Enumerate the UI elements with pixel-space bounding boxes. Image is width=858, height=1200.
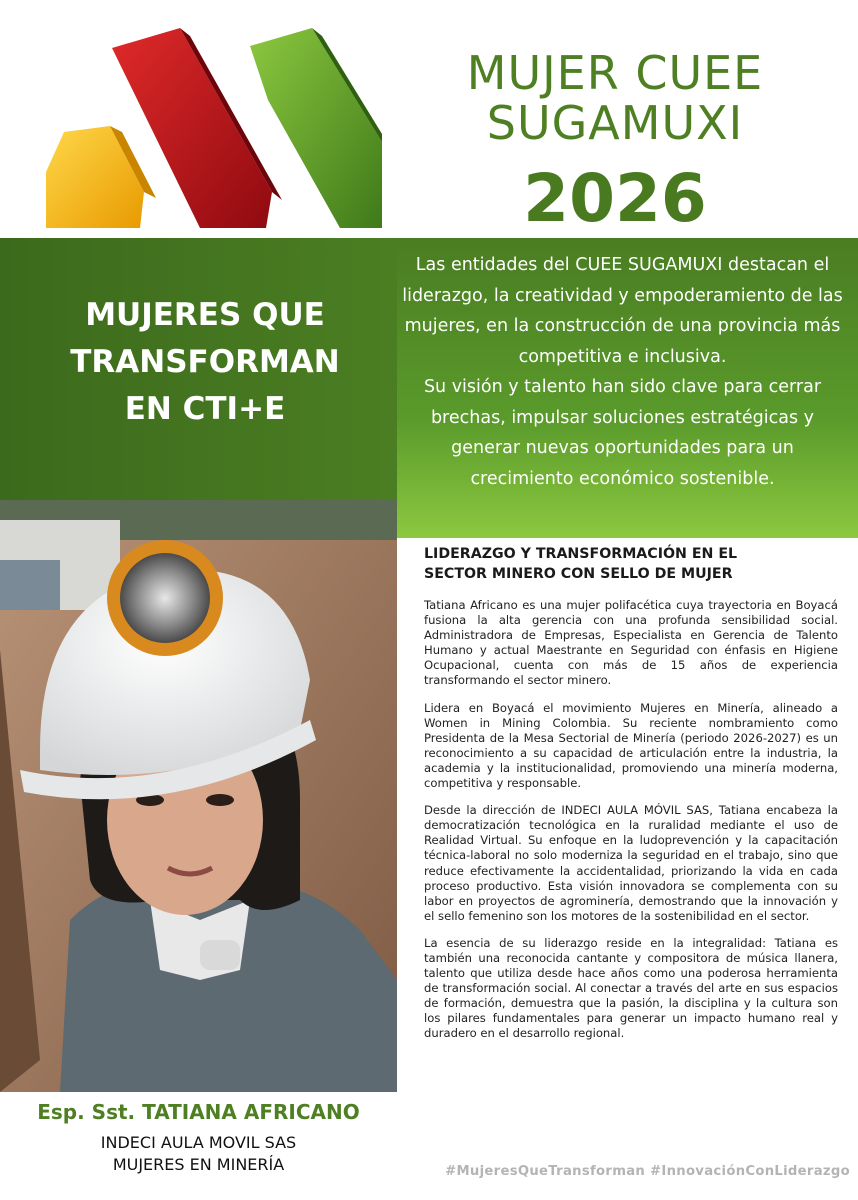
person-card <box>0 1098 397 1176</box>
band-heading <box>20 292 390 433</box>
title-line-1: MUJER CUEE <box>466 46 764 100</box>
person-org-line-1: INDECI AULA MOVIL SAS <box>100 1133 297 1152</box>
title-line-2: SUGAMUXI <box>486 96 744 150</box>
band-intro-paragraph-1: Las entidades del CUEE SUGAMUXI destacan el liderazgo, la creatividad y empoderamiento de las mujeres, en la construcción de una provincia más competitiva e inclusiva. <box>402 255 843 367</box>
band-heading-line-3: EN CTI+E <box>124 391 286 427</box>
article <box>424 544 838 1054</box>
title-year: 2026 <box>523 160 707 237</box>
article-paragraph: Lidera en Boyacá el movimiento Mujeres en Minería, alineado a Women in Mining Colombia. Su reciente nombramiento como Presidenta de la Mesa Sectorial de Minería (periodo 2026-2027) es un reconocimiento a su capacidad de articulación entre la industria, la academia y la institucionalidad, promoviendo una minería moderna, competitiva y responsable. <box>424 700 838 791</box>
cuee-logo <box>40 22 390 232</box>
portrait-photo <box>0 500 397 1092</box>
miner-portrait-photo-icon <box>0 500 397 1092</box>
article-heading <box>424 544 838 584</box>
hashtags: #MujeresQueTransforman #InnovaciónConLiderazgo <box>445 1164 850 1179</box>
person-org-line-2: MUJERES EN MINERÍA <box>112 1155 285 1174</box>
person-org <box>0 1132 397 1176</box>
article-paragraph: Tatiana Africano es una mujer polifacética cuya trayectoria en Boyacá fusiona la alta gerencia con una profunda sensibilidad social. Administradora de Empresas, Especialista en Gerencia de Talento Humano y actual Maestrante en Seguridad con énfasis en Higiene Ocupacional, cuenta con más de 15 años de experiencia transformando el sector minero. <box>424 598 838 688</box>
cuee-logo-icon <box>40 22 390 232</box>
article-paragraph: La esencia de su liderazgo reside en la integralidad: Tatiana es también una reconocida cantante y compositora de música llanera, talento que utiliza desde hace años como una poderosa herramienta de transformación social. Al conectar a través del arte en sus espacios de formación, demuestra que la pasión, la disciplina y la cultura son los pilares fundamentales para generar un impacto humano real y duradero en el desarrollo regional. <box>424 935 838 1041</box>
article-heading-line-2: SECTOR MINERO CON SELLO DE MUJER <box>424 566 733 582</box>
band-intro <box>400 250 845 494</box>
article-heading-line-1: LIDERAZGO Y TRANSFORMACIÓN EN EL <box>424 546 738 562</box>
band-heading-line-1: MUJERES QUE <box>85 297 325 333</box>
title-block <box>420 46 810 237</box>
band-intro-paragraph-2: Su visión y talento han sido clave para cerrar brechas, impulsar soluciones estratégicas y generar nuevas oportunidades para un crecimiento económico sostenible. <box>423 377 822 489</box>
person-name: Esp. Sst. TATIANA AFRICANO <box>37 1100 360 1124</box>
band-heading-line-2: TRANSFORMAN <box>70 344 340 380</box>
article-paragraph: Desde la dirección de INDECI AULA MÓVIL SAS, Tatiana encabeza la democratización tecnológica en la ruralidad mediante el uso de Realidad Virtual. Su enfoque en la ludoprevención y la capacitación técnica-laboral no solo moderniza la seguridad en el trabajo, sino que reduce efectivamente la accidentalidad, priorizando la vida en cada proceso productivo. Esta visión innovadora se complementa con su labor en proyectos de agrominería, demostrando que la innovación y el sello femenino son los motores de la sostenibilidad en el sector. <box>424 803 838 923</box>
